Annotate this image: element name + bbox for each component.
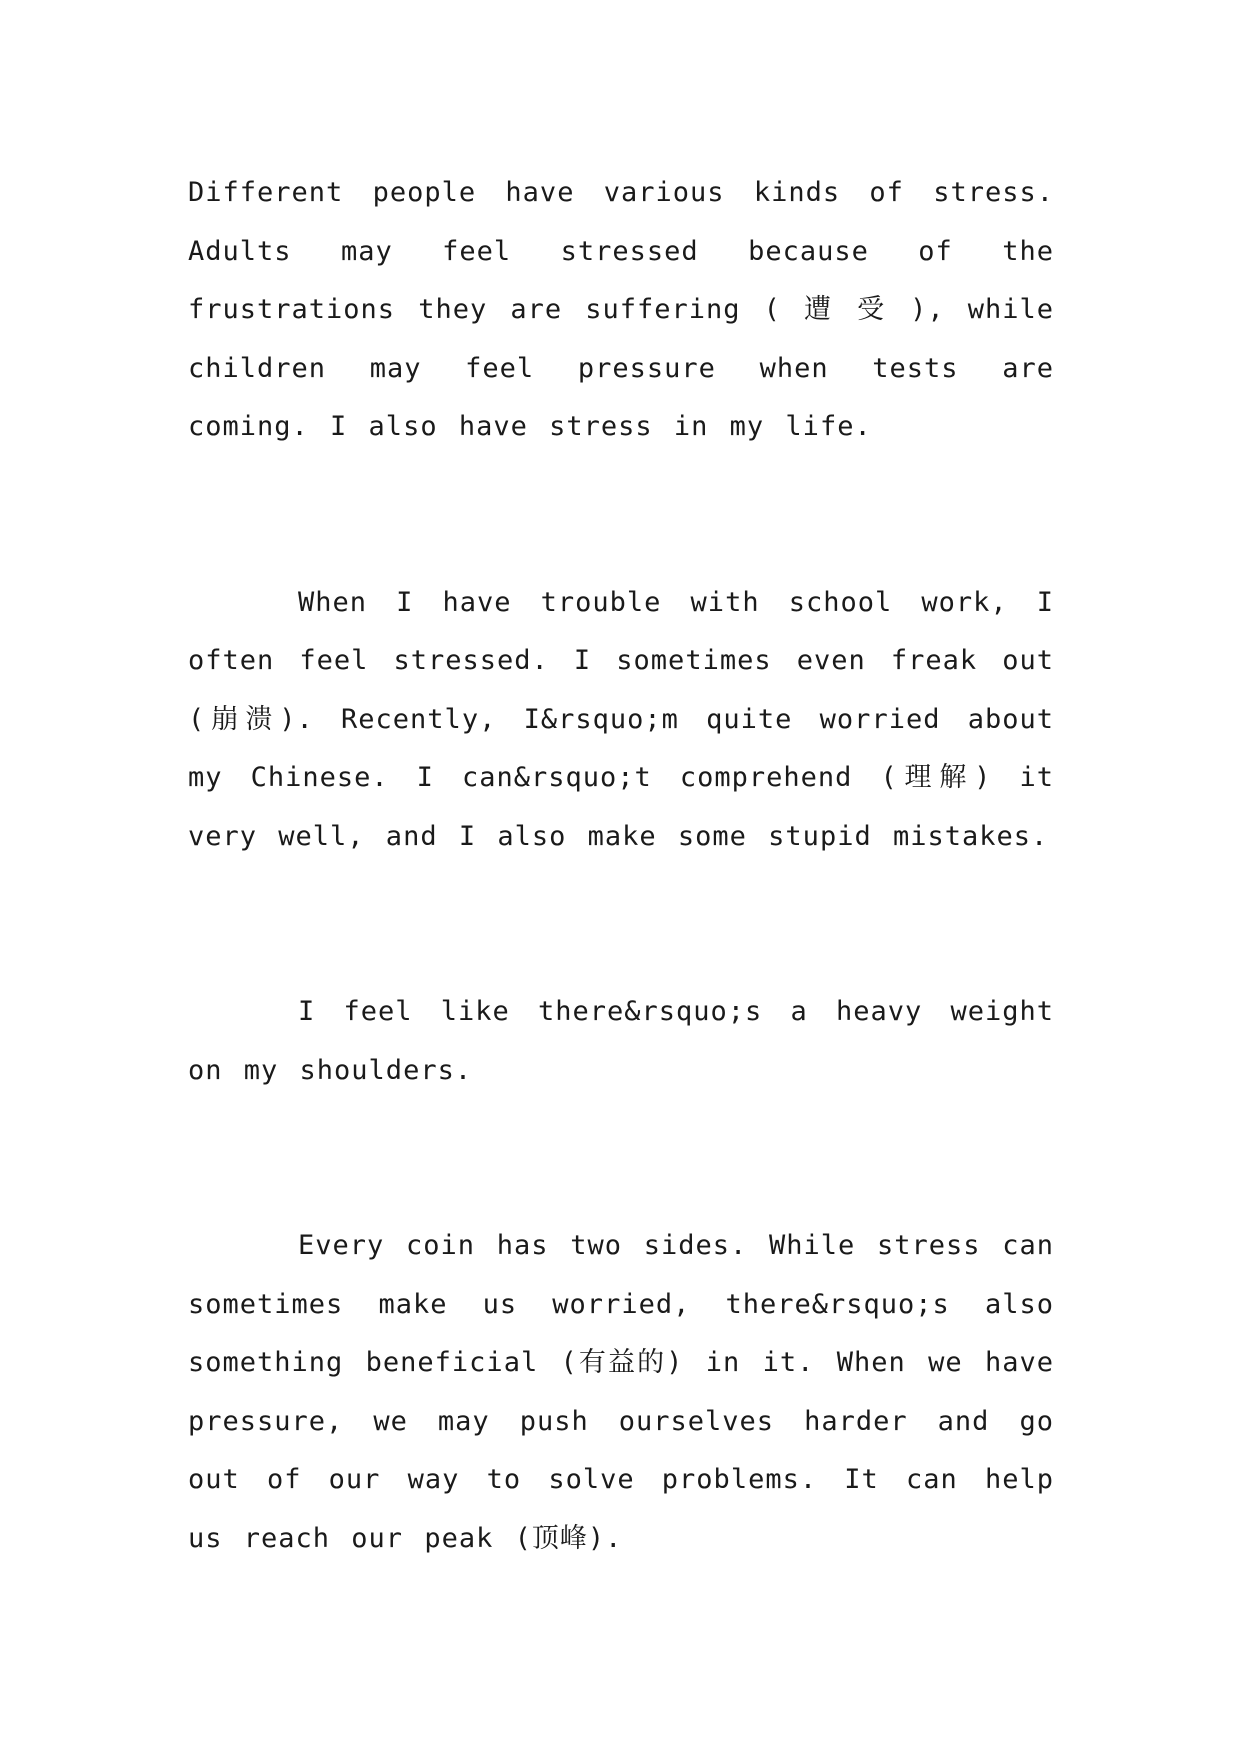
- paragraph-coin-two-sides: Every coin has two sides. While stress can sometimes make us worried, there&rsquo;s also something beneficial (有益的) in it. When we have pressure, we may push ourselves harder and go out of our way to solve problems. It can help us reach our peak (顶峰).: [188, 1230, 1054, 1554]
- paragraph-intro: Different people have various kinds of stress. Adults may feel stressed because of the frustrations they are suffering ( 遭 受 ), while children may feel pressure when tests are coming. I also have stress in my life.: [188, 177, 1054, 442]
- paragraph-school-work: When I have trouble with school work, I often feel stressed. I sometimes even freak out (崩溃). Recently, I&rsquo;m quite worried about my Chinese. I can&rsquo;t comprehend (理解) it very well, and I also make some stupid mistakes.: [188, 586, 1054, 852]
- document-page: [188, 164, 1054, 1568]
- paragraph-heavy-weight: I feel like there&rsquo;s a heavy weight on my shoulders.: [188, 996, 1054, 1086]
